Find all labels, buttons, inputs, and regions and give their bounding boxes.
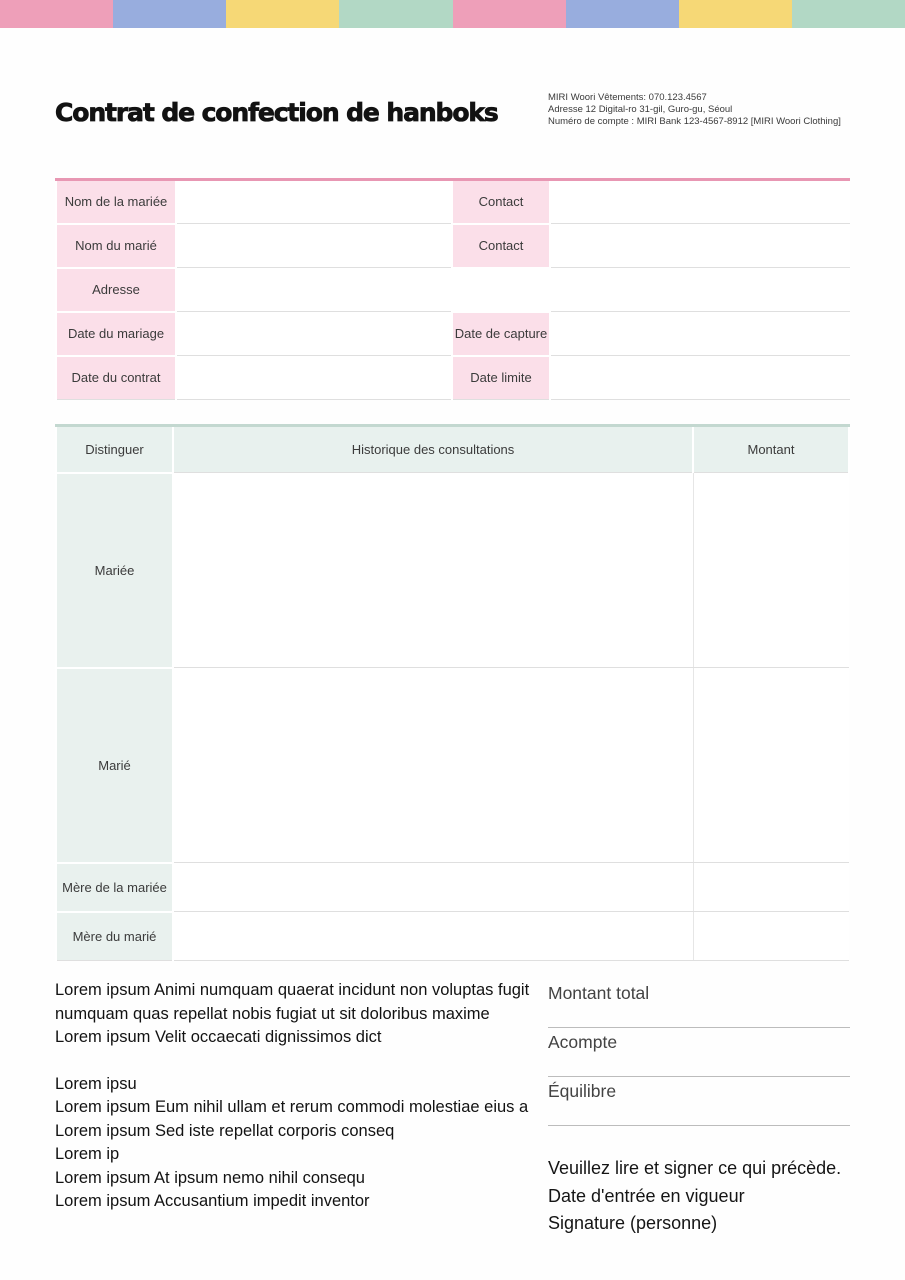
- table-row: [56, 268, 850, 312]
- capture-date-field[interactable]: [550, 312, 850, 356]
- table-row: [56, 912, 849, 961]
- groom-history-field[interactable]: [173, 668, 693, 863]
- company-address: Adresse 12 Digital-ro 31-gil, Guro-gu, Séoul: [548, 104, 733, 115]
- bottom-section: [55, 979, 850, 1238]
- table-row: [56, 668, 849, 863]
- terms-line: Lorem ipsum At ipsum nemo nihil consequ: [55, 1168, 365, 1187]
- bride-contact-label: Contact: [452, 180, 550, 224]
- signature-block: [548, 1155, 850, 1238]
- client-info-table: [55, 178, 850, 400]
- company-phone: MIRI Woori Vêtements: 070.123.4567: [548, 92, 707, 103]
- table-row: [56, 180, 850, 224]
- contract-date-field[interactable]: [176, 356, 452, 400]
- bride-history-field[interactable]: [173, 473, 693, 668]
- terms-line: Lorem ipsum Eum nihil ullam et rerum commodi molestiae eius a: [55, 1098, 529, 1116]
- terms-line: Lorem ipsum Animi numquam quaerat incidunt non voluptas fugit numquam quas repellat nobis fugiat ut sit doloribus maxime: [55, 981, 530, 1023]
- table-row: [56, 356, 850, 400]
- terms-line: Lorem ipsum Sed iste repellat corporis conseq: [55, 1121, 395, 1140]
- terms-notes: [55, 979, 541, 1238]
- deposit-label: Acompte: [548, 1032, 618, 1052]
- balance-label: Équilibre: [548, 1081, 617, 1101]
- table-row: [56, 312, 850, 356]
- groom-mother-history-field[interactable]: [173, 912, 693, 961]
- sign-instruction: Veuillez lire et signer ce qui précède.: [548, 1158, 842, 1178]
- wedding-date-field[interactable]: [176, 312, 452, 356]
- stripe-segment-blue: [566, 0, 679, 28]
- total-amount-field[interactable]: [548, 979, 850, 1028]
- decorative-stripe: [0, 0, 905, 28]
- groom-name-field[interactable]: [176, 224, 452, 268]
- stripe-segment-pink: [0, 0, 113, 28]
- groom-contact-field[interactable]: [550, 224, 850, 268]
- groom-contact-label: Contact: [452, 224, 550, 268]
- balance-field[interactable]: [548, 1077, 850, 1126]
- bride-mother-row-label: Mère de la mariée: [56, 863, 173, 912]
- bride-mother-history-field[interactable]: [173, 863, 693, 912]
- bride-mother-amount-field[interactable]: [693, 863, 849, 912]
- deposit-field[interactable]: [548, 1028, 850, 1077]
- terms-line: Lorem ipsum Accusantium impedit inventor: [55, 1192, 370, 1210]
- company-info: [548, 92, 850, 128]
- column-header-amount: Montant: [693, 426, 849, 473]
- column-header-history: Historique des consultations: [173, 426, 693, 473]
- groom-mother-amount-field[interactable]: [693, 912, 849, 961]
- terms-line: Lorem ipsum Velit occaecati dignissimos dict: [55, 1028, 382, 1046]
- stripe-segment-pink: [453, 0, 566, 28]
- groom-amount-field[interactable]: [693, 668, 849, 863]
- wedding-date-label: Date du mariage: [56, 312, 176, 356]
- address-label: Adresse: [56, 268, 176, 312]
- groom-name-label: Nom du marié: [56, 224, 176, 268]
- deadline-field[interactable]: [550, 356, 850, 400]
- effective-date-label: Date d'entrée en vigueur: [548, 1185, 745, 1206]
- stripe-segment-green: [792, 0, 905, 28]
- company-account: Numéro de compte : MIRI Bank 123-4567-8912 [MIRI Woori Clothing]: [548, 116, 841, 127]
- bride-name-field[interactable]: [176, 180, 452, 224]
- table-row: [56, 224, 850, 268]
- stripe-segment-green: [339, 0, 452, 28]
- terms-line: Lorem ipsu: [55, 1074, 137, 1093]
- page-title: Contrat de confection de hanboks: [55, 98, 498, 127]
- bride-row-label: Mariée: [56, 473, 173, 668]
- stripe-segment-yellow: [226, 0, 339, 28]
- totals-panel: [548, 979, 850, 1238]
- terms-paragraph: [55, 1073, 541, 1214]
- deadline-label: Date limite: [452, 356, 550, 400]
- groom-mother-row-label: Mère du marié: [56, 912, 173, 961]
- address-field[interactable]: [176, 268, 850, 312]
- total-amount-label: Montant total: [548, 983, 650, 1003]
- table-row: [56, 473, 849, 668]
- terms-paragraph: [55, 979, 541, 1050]
- stripe-segment-blue: [113, 0, 226, 28]
- capture-date-label: Date de capture: [452, 312, 550, 356]
- document-header: [55, 92, 850, 128]
- bride-amount-field[interactable]: [693, 473, 849, 668]
- contract-date-label: Date du contrat: [56, 356, 176, 400]
- bride-name-label: Nom de la mariée: [56, 180, 176, 224]
- bride-contact-field[interactable]: [550, 180, 850, 224]
- column-header-distinguish: Distinguer: [56, 426, 173, 473]
- stripe-segment-yellow: [679, 0, 792, 28]
- table-header-row: [56, 426, 849, 473]
- terms-line: Lorem ip: [55, 1145, 120, 1163]
- table-row: [56, 863, 849, 912]
- groom-row-label: Marié: [56, 668, 173, 863]
- consultation-table: [55, 424, 850, 961]
- signature-label: Signature (personne): [548, 1213, 718, 1233]
